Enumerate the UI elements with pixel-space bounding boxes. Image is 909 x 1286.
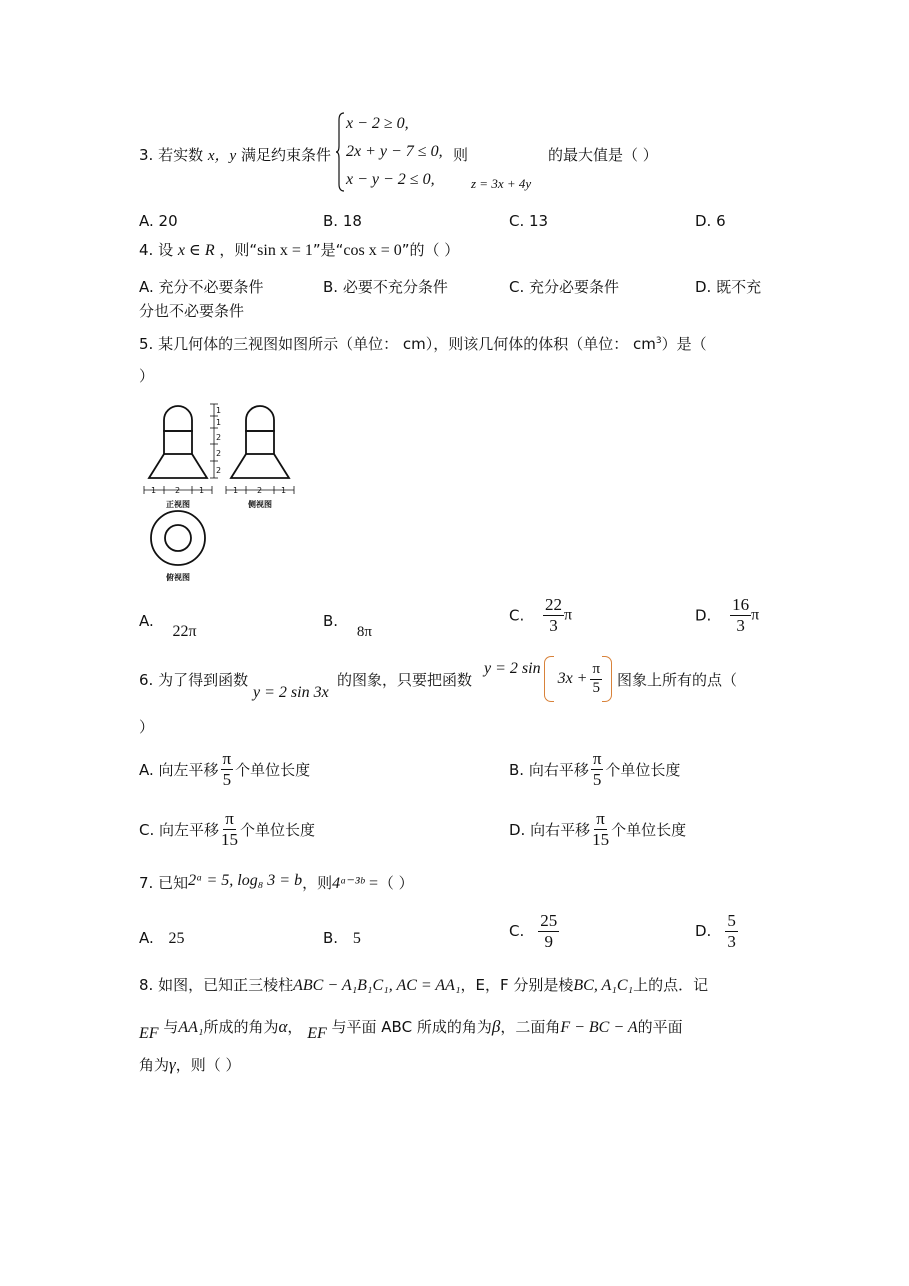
q5-sup: 3 <box>655 336 662 346</box>
q3-constraint-2: 2x + y − 7 ≤ 0, <box>346 143 443 160</box>
q3-constraint-3: x − y − 2 ≤ 0, <box>346 171 435 188</box>
q6-source-prefix: y = 2 sin <box>484 660 541 677</box>
q6-wrap: ） <box>139 718 155 736</box>
q8-beta: β <box>491 1017 501 1036</box>
q7-option-c-fraction <box>538 912 559 951</box>
q7-option-b[interactable] <box>323 929 361 948</box>
q8-edges: BC, A₁C₁ <box>573 977 634 994</box>
q8-aa1: AA₁ <box>178 1019 204 1036</box>
q8-text9: 的平面 <box>637 1018 683 1036</box>
q3-vars: x，y <box>207 148 237 164</box>
dim-front-1: 1 <box>151 486 157 495</box>
dim-h5: 2 <box>216 466 222 475</box>
q6-option-d[interactable] <box>509 810 686 849</box>
q8-text2: ，E，F 分别是棱 <box>460 976 574 994</box>
q6-source-function <box>484 656 612 702</box>
front-view-label: 正视图 <box>166 500 190 509</box>
q4-condition: x ∈ R <box>177 242 215 259</box>
q6-option-b-num: π <box>592 749 602 768</box>
three-view-figure <box>136 396 306 586</box>
q6-option-d-den: 15 <box>592 829 610 849</box>
q4-option-c[interactable]: C. 充分必要条件 <box>509 278 620 296</box>
q8-text6: ， <box>287 1018 303 1036</box>
q5-option-d-den: 3 <box>736 615 745 635</box>
q6-source-den: 5 <box>592 679 601 696</box>
q6-text3: 图象上所有的点（ <box>617 671 738 689</box>
side-view-label: 侧视图 <box>248 500 272 509</box>
q3-line <box>139 148 331 164</box>
q6-option-b-pre: B. 向右平移 <box>509 760 589 779</box>
q5-option-b-value: 8π <box>356 624 372 640</box>
q6-option-a-fraction <box>221 750 234 789</box>
q6-option-a[interactable] <box>139 750 310 789</box>
q7-option-a-label: A. <box>139 929 154 947</box>
q7-option-a[interactable] <box>139 929 185 948</box>
q8-text8: ，二面角 <box>500 1018 561 1036</box>
q5-wrap: ） <box>139 367 155 385</box>
dim-side-3: 1 <box>281 486 287 495</box>
q6-source-inner: 3x + <box>557 670 588 687</box>
q6-option-a-den: 5 <box>222 769 232 789</box>
three-view-drawing <box>136 396 306 586</box>
q6-option-c-pre: C. 向左平移 <box>139 820 220 839</box>
q8-text5: 所成的角为 <box>203 1018 279 1036</box>
q5-option-a-label: A. <box>139 612 154 630</box>
q8-text3: 上的点．记 <box>633 976 709 994</box>
q6-option-b-fraction <box>591 750 604 789</box>
q7-option-d-num: 5 <box>727 911 736 930</box>
q7-option-d-den: 3 <box>727 931 736 951</box>
q6-option-d-post: 个单位长度 <box>611 820 687 839</box>
q7-option-c-label: C. <box>509 922 525 941</box>
dim-h2: 1 <box>216 418 222 427</box>
q8-ef-1: EF <box>139 1025 159 1042</box>
dim-side-1: 1 <box>233 486 239 495</box>
q6-source-num: π <box>590 662 602 680</box>
q8-text10: 角为 <box>139 1056 170 1074</box>
q7-option-c-num: 25 <box>540 911 558 930</box>
q6-option-d-num: π <box>596 809 605 828</box>
q4-option-b[interactable]: B. 必要不充分条件 <box>323 278 448 296</box>
q5-option-c-num: 22 <box>545 595 563 614</box>
q7-option-b-label: B. <box>323 929 339 947</box>
q6-option-d-fraction <box>592 810 609 849</box>
q8-prism: ABC − A₁B₁C₁, AC = AA₁ <box>293 977 461 994</box>
q4-line <box>139 243 459 259</box>
q6-source-fraction <box>590 662 602 697</box>
q5-option-a-value: 22π <box>172 623 197 640</box>
q5-option-b[interactable] <box>323 612 372 640</box>
q6-option-d-pre: D. 向右平移 <box>509 820 591 839</box>
q4-text4: ”的（ ） <box>401 241 460 259</box>
q3-brace <box>335 112 345 192</box>
left-brace-icon <box>335 112 345 192</box>
q8-text7: 与平面 ABC 所成的角为 <box>331 1018 492 1036</box>
top-view-label: 俯视图 <box>166 573 190 582</box>
q5-option-d[interactable] <box>695 596 759 635</box>
q5-option-b-label: B. <box>323 612 339 630</box>
q5-option-c[interactable] <box>509 596 572 635</box>
q7-option-c[interactable] <box>509 912 559 951</box>
q6-target-function: y = 2 sin 3x <box>253 684 329 701</box>
q4-option-a[interactable]: A. 充分不必要条件 <box>139 278 264 296</box>
q8-text4: 与 <box>163 1018 179 1036</box>
q7-option-d[interactable] <box>695 912 738 951</box>
q3-prefix: 3. 若实数 <box>139 146 204 164</box>
q4-text3: ”是“ <box>312 241 344 259</box>
q8-text11: ，则（ ） <box>175 1056 241 1074</box>
q5-option-c-den: 3 <box>549 615 558 635</box>
dim-h3: 2 <box>216 433 222 442</box>
dim-front-2: 2 <box>175 486 181 495</box>
right-paren-icon <box>602 656 612 702</box>
q8-dihedral: F − BC − A <box>560 1019 638 1036</box>
q4-option-d[interactable]: D. 既不充 <box>695 278 762 296</box>
q4-text2: ，则“ <box>219 241 258 259</box>
q3-mid: 满足约束条件 <box>240 146 331 164</box>
q8-line2 <box>139 1017 683 1042</box>
q8-line3 <box>139 1056 241 1073</box>
q5-option-a[interactable] <box>139 612 197 640</box>
q3-option-a[interactable]: A. 20 <box>139 212 178 230</box>
q3-objective: z = 3x + 4y <box>471 176 532 191</box>
q6-option-c-num: π <box>225 809 234 828</box>
q7-option-d-fraction <box>725 912 738 951</box>
dim-side-2: 2 <box>257 486 263 495</box>
q7-option-d-label: D. <box>695 922 712 941</box>
q6-option-b[interactable] <box>509 750 680 789</box>
q6-option-c-post: 个单位长度 <box>240 820 316 839</box>
q5-option-d-num: 16 <box>732 595 750 614</box>
q5-text-end: ）是（ <box>661 335 707 353</box>
q7-line <box>139 872 414 892</box>
q6-option-c[interactable] <box>139 810 315 849</box>
q3-constraint-1: x − 2 ≥ 0, <box>346 115 409 132</box>
q3-then: 则 <box>453 146 469 164</box>
q5-option-c-pi: π <box>564 606 573 624</box>
q7-text3: （ ） <box>378 874 414 892</box>
q5-option-d-fraction <box>730 596 751 635</box>
q7-text2: ，则 <box>302 874 333 892</box>
q5-option-d-label: D. <box>695 606 712 625</box>
dim-front-3: 1 <box>199 486 205 495</box>
q4-text1: 4. 设 <box>139 241 174 259</box>
q6-option-b-post: 个单位长度 <box>605 760 681 779</box>
q5-text: 5. 某几何体的三视图如图所示（单位： cm），则该几何体的体积（单位： cm <box>139 335 656 353</box>
q5-option-c-label: C. <box>509 606 525 625</box>
q7-option-c-den: 9 <box>544 931 553 951</box>
q7-option-b-value: 5 <box>352 930 361 947</box>
q6-text1: 6. 为了得到函数 <box>139 671 249 689</box>
dim-h4: 2 <box>216 449 222 458</box>
q6-option-b-den: 5 <box>592 769 602 789</box>
q4-wrap: 分也不必要条件 <box>139 302 245 320</box>
q7-condition: 2ᵃ = 5, log₈ 3 = b <box>188 872 303 889</box>
q7-option-a-value: 25 <box>168 930 185 947</box>
q7-expression: 4ᵃ⁻³ᵇ = <box>332 875 379 892</box>
q4-p: sin x = 1 <box>257 242 313 259</box>
q5-line <box>139 337 707 352</box>
q8-alpha: α <box>278 1017 288 1036</box>
q5-option-d-pi: π <box>751 606 760 624</box>
q6-option-c-fraction <box>221 810 238 849</box>
q6-option-c-den: 15 <box>221 829 239 849</box>
q6-option-a-num: π <box>222 749 232 768</box>
q6-option-a-post: 个单位长度 <box>235 760 311 779</box>
q3-suffix: 的最大值是（ ） <box>548 146 658 164</box>
q7-text1: 7. 已知 <box>139 874 189 892</box>
q5-option-c-fraction <box>543 596 564 635</box>
dim-h1: 1 <box>216 406 222 415</box>
q8-text1: 8. 如图，已知正三棱柱 <box>139 976 294 994</box>
left-paren-icon <box>544 656 554 702</box>
q4-q: cos x = 0 <box>343 242 402 259</box>
q3-option-d[interactable]: D. 6 <box>695 212 726 230</box>
q3-option-c[interactable]: C. 13 <box>509 212 549 230</box>
q8-ef-2: EF <box>307 1025 327 1042</box>
q6-text2: 的图象，只要把函数 <box>337 671 473 689</box>
q3-option-b[interactable]: B. 18 <box>323 212 362 230</box>
q8-line1 <box>139 978 708 994</box>
q6-option-a-pre: A. 向左平移 <box>139 760 219 779</box>
q8-gamma: γ <box>169 1055 176 1074</box>
